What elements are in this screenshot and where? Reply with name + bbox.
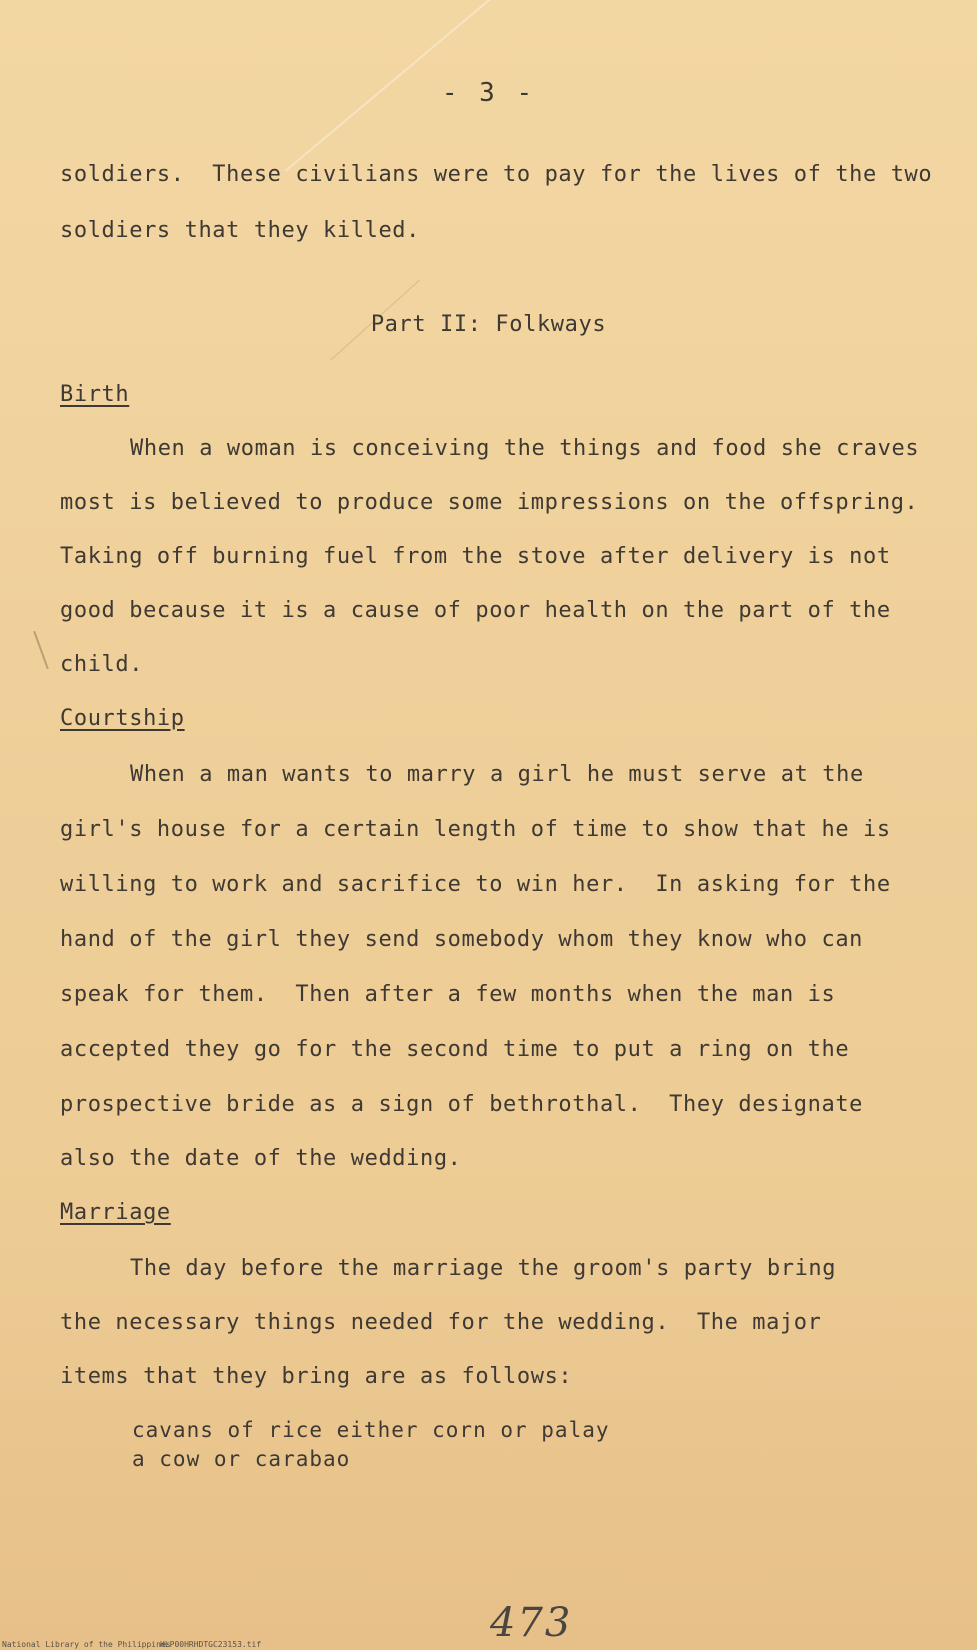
list-item: cavans of rice either corn or palay	[132, 1418, 610, 1442]
text-line: soldiers that they killed.	[60, 218, 420, 243]
text-line: Taking off burning fuel from the stove after delivery is not	[60, 544, 891, 569]
footer-source: National Library of the Philippines	[2, 1640, 171, 1649]
text-line: speak for them. Then after a few months when the man is	[60, 982, 836, 1007]
text-line: soldiers. These civilians were to pay for the lives of the two	[60, 162, 933, 187]
text-line: willing to work and sacrifice to win her. In asking for the	[60, 872, 891, 897]
list-item: a cow or carabao	[132, 1447, 351, 1471]
text-line: child.	[60, 652, 144, 677]
page-number: - 3 -	[441, 78, 536, 108]
text-line: When a man wants to marry a girl he must serve at the	[130, 762, 864, 787]
text-line: items that they bring are as follows:	[60, 1364, 573, 1389]
text-line: The day before the marriage the groom's party bring	[130, 1256, 837, 1281]
text-line: hand of the girl they send somebody whom they know who can	[60, 927, 864, 952]
handwritten-page-number: 473	[490, 1600, 573, 1646]
section-heading-birth: Birth	[60, 382, 130, 407]
edge-mark	[33, 631, 49, 669]
text-line: When a woman is conceiving the things and food she craves	[130, 436, 920, 461]
text-line: accepted they go for the second time to put a ring on the	[60, 1037, 850, 1062]
text-line: good because it is a cause of poor health on the part of the	[60, 598, 891, 623]
footer-file-id: HLP00HRHDTGC23153.tif	[160, 1640, 262, 1649]
text-line: prospective bride as a sign of bethrothal. They designate	[60, 1092, 864, 1117]
part-title: Part II: Folkways	[370, 312, 607, 337]
text-line: most is believed to produce some impressions on the offspring.	[60, 490, 919, 515]
section-heading-courtship: Courtship	[60, 706, 185, 731]
text-line: also the date of the wedding.	[60, 1146, 462, 1171]
text-line: girl's house for a certain length of time to show that he is	[60, 817, 891, 842]
section-heading-marriage: Marriage	[60, 1200, 171, 1225]
text-line: the necessary things needed for the wedding. The major	[60, 1310, 822, 1335]
